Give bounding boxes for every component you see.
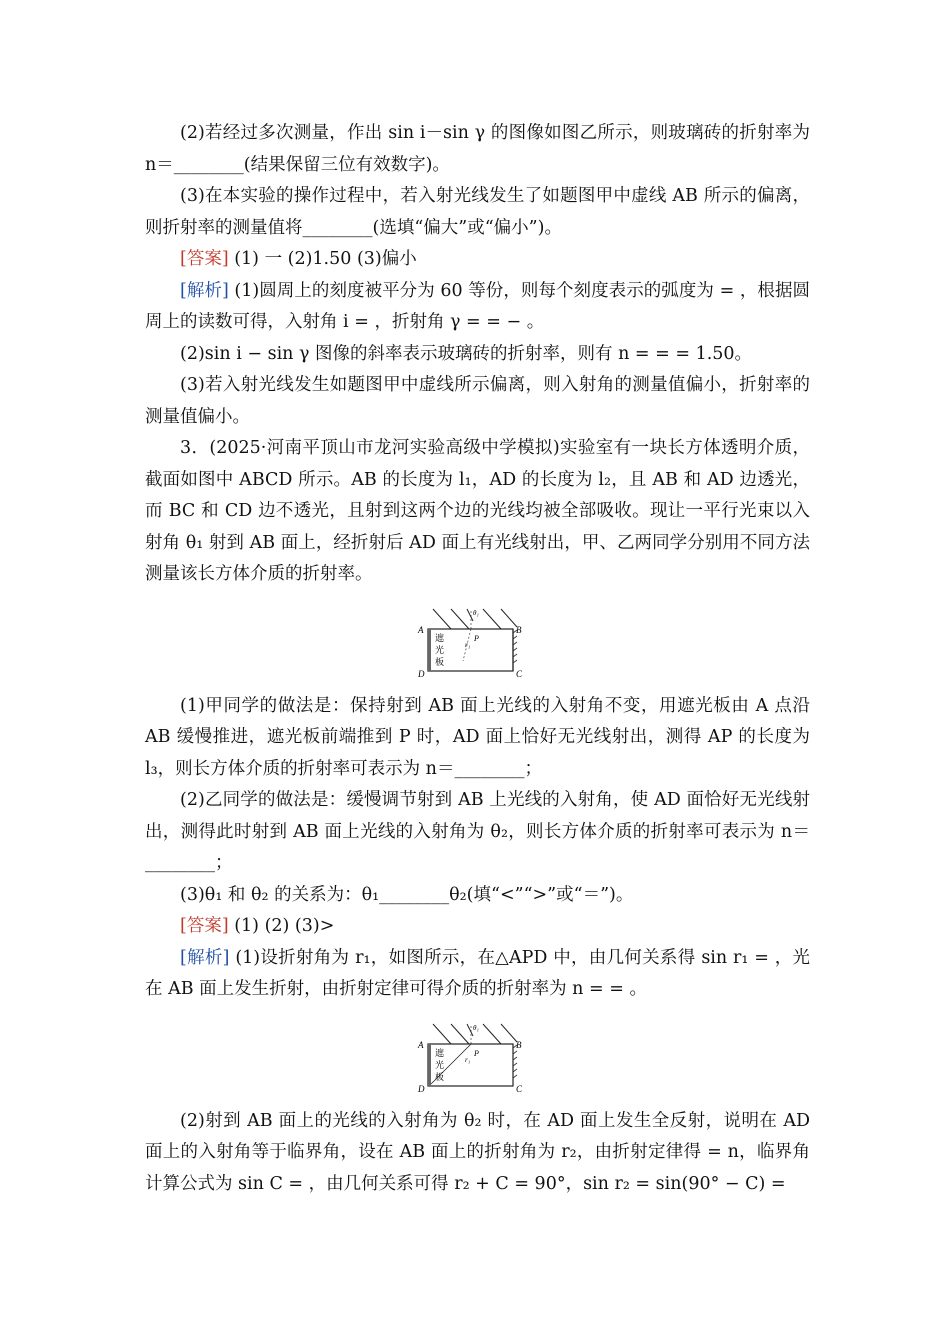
board-label-3: 板 bbox=[434, 1071, 444, 1082]
board-label-1: 遮 bbox=[434, 1047, 444, 1058]
board-label-3: 板 bbox=[434, 656, 444, 667]
explanation-2: [解析] (1)圆周上的刻度被平分为 60 等份，则每个刻度表示的弧度为 = ，根据圆周上的读数可得，入射角 i = ，折射角 γ = = − 。 bbox=[145, 280, 810, 332]
label-theta: θ₁ bbox=[472, 608, 479, 617]
answer-tag: [答案] bbox=[180, 916, 229, 936]
label-B: B bbox=[515, 1039, 521, 1050]
answer-2: [答案] (1) 一 (2)1.50 (3)偏小 bbox=[180, 249, 417, 269]
explanation-tag: [解析] bbox=[180, 280, 229, 301]
question-3: 3．(2025·河南平顶山市龙河实验高级中学模拟)实验室有一块长方体透明介质，截面如图中 ABCD 所示。AB 的长度为 l₁，AD 的长度为 l₂，且 AB 和 AD 边透光，而 BC 和 CD 边不透光，且射到这两个边的光线均被全部吸收。现让一平行光束以入射角 θ₁ 射到 AB 面上，经折射后 AD 面上有光线射出，甲、乙两同学分别用不同方法测量该长方体介质的折射率。 bbox=[145, 438, 810, 584]
question-3-part-1: (1)甲同学的做法是：保持射到 AB 面上光线的入射角不变，用遮光板由 A 点沿 AB 缓慢推进，遮光板前端推到 P 时，AD 面上恰好无光线射出，测得 AP 的长度为 l₃，则长方体介质的折射率可表示为 n＝________； bbox=[145, 695, 810, 779]
label-A: A bbox=[417, 624, 423, 635]
explanation-2-part-3: (3)若入射光线发生如题图甲中虚线所示偏离，则入射角的测量值偏小，折射率的测量值偏小。 bbox=[145, 375, 810, 427]
prism-figure-1 bbox=[413, 601, 543, 681]
board-label-1: 遮 bbox=[434, 632, 444, 643]
answer-tag: [答案] bbox=[180, 249, 229, 269]
document-body bbox=[145, 118, 810, 1200]
question-2-part-3: (3)在本实验的操作过程中，若入射光线发生了如题图甲中虚线 AB 所示的偏离，则折射率的测量值将________(选填“偏大”或“偏小”)。 bbox=[145, 186, 810, 238]
label-r: r₁ bbox=[464, 640, 470, 649]
label-theta: θ₁ bbox=[472, 1023, 479, 1032]
explanation-2-part-2: (2)sin i − sin γ 图像的斜率表示玻璃砖的折射率，则有 n = = = 1.50。 bbox=[180, 343, 753, 364]
label-B: B bbox=[515, 624, 521, 635]
label-D: D bbox=[417, 668, 424, 679]
label-C: C bbox=[515, 1083, 522, 1094]
prism-figure-2 bbox=[413, 1016, 543, 1096]
question-3-part-2: (2)乙同学的做法是：缓慢调节射到 AB 上光线的入射角，使 AD 面恰好无光线射出，测得此时射到 AB 面上光线的入射角为 θ₂，则长方体介质的折射率可表示为 n＝________； bbox=[145, 790, 810, 873]
explanation-tag: [解析] bbox=[180, 947, 230, 968]
explanation-3-part-2: (2)射到 AB 面上的光线的入射角为 θ₂ 时，在 AD 面上发生全反射，说明在 AD 面上的入射角等于临界角，设在 AB 面上的折射角为 r₂，由折射定律得 = n，临界角计算公式为 sin C = ，由几何关系可得 r₂ + C = 90°，sin r₂ = sin(90° − C) = bbox=[145, 1110, 810, 1194]
label-A: A bbox=[417, 1039, 423, 1050]
question-2-part-2: (2)若经过多次测量，作出 sin i－sin γ 的图像如图乙所示，则玻璃砖的折射率为 n＝________(结果保留三位有效数字)。 bbox=[145, 123, 810, 175]
board-label-2: 光 bbox=[434, 1059, 444, 1070]
explanation-3: [解析] (1)设折射角为 r₁，如图所示，在△APD 中，由几何关系得 sin r₁ = ，光在 AB 面上发生折射，由折射定律可得介质的折射率为 n = = 。 bbox=[145, 947, 811, 999]
label-r: r₁ bbox=[464, 1055, 470, 1064]
label-D: D bbox=[417, 1083, 424, 1094]
label-P: P bbox=[473, 633, 479, 643]
answer-3: [答案] (1) (2) (3)> bbox=[180, 916, 335, 936]
board-label-2: 光 bbox=[434, 644, 444, 655]
label-C: C bbox=[515, 668, 522, 679]
question-3-part-3: (3)θ₁ 和 θ₂ 的关系为：θ₁________θ₂(填“<”“>”或“＝”)。 bbox=[180, 884, 634, 905]
label-P: P bbox=[473, 1048, 479, 1058]
